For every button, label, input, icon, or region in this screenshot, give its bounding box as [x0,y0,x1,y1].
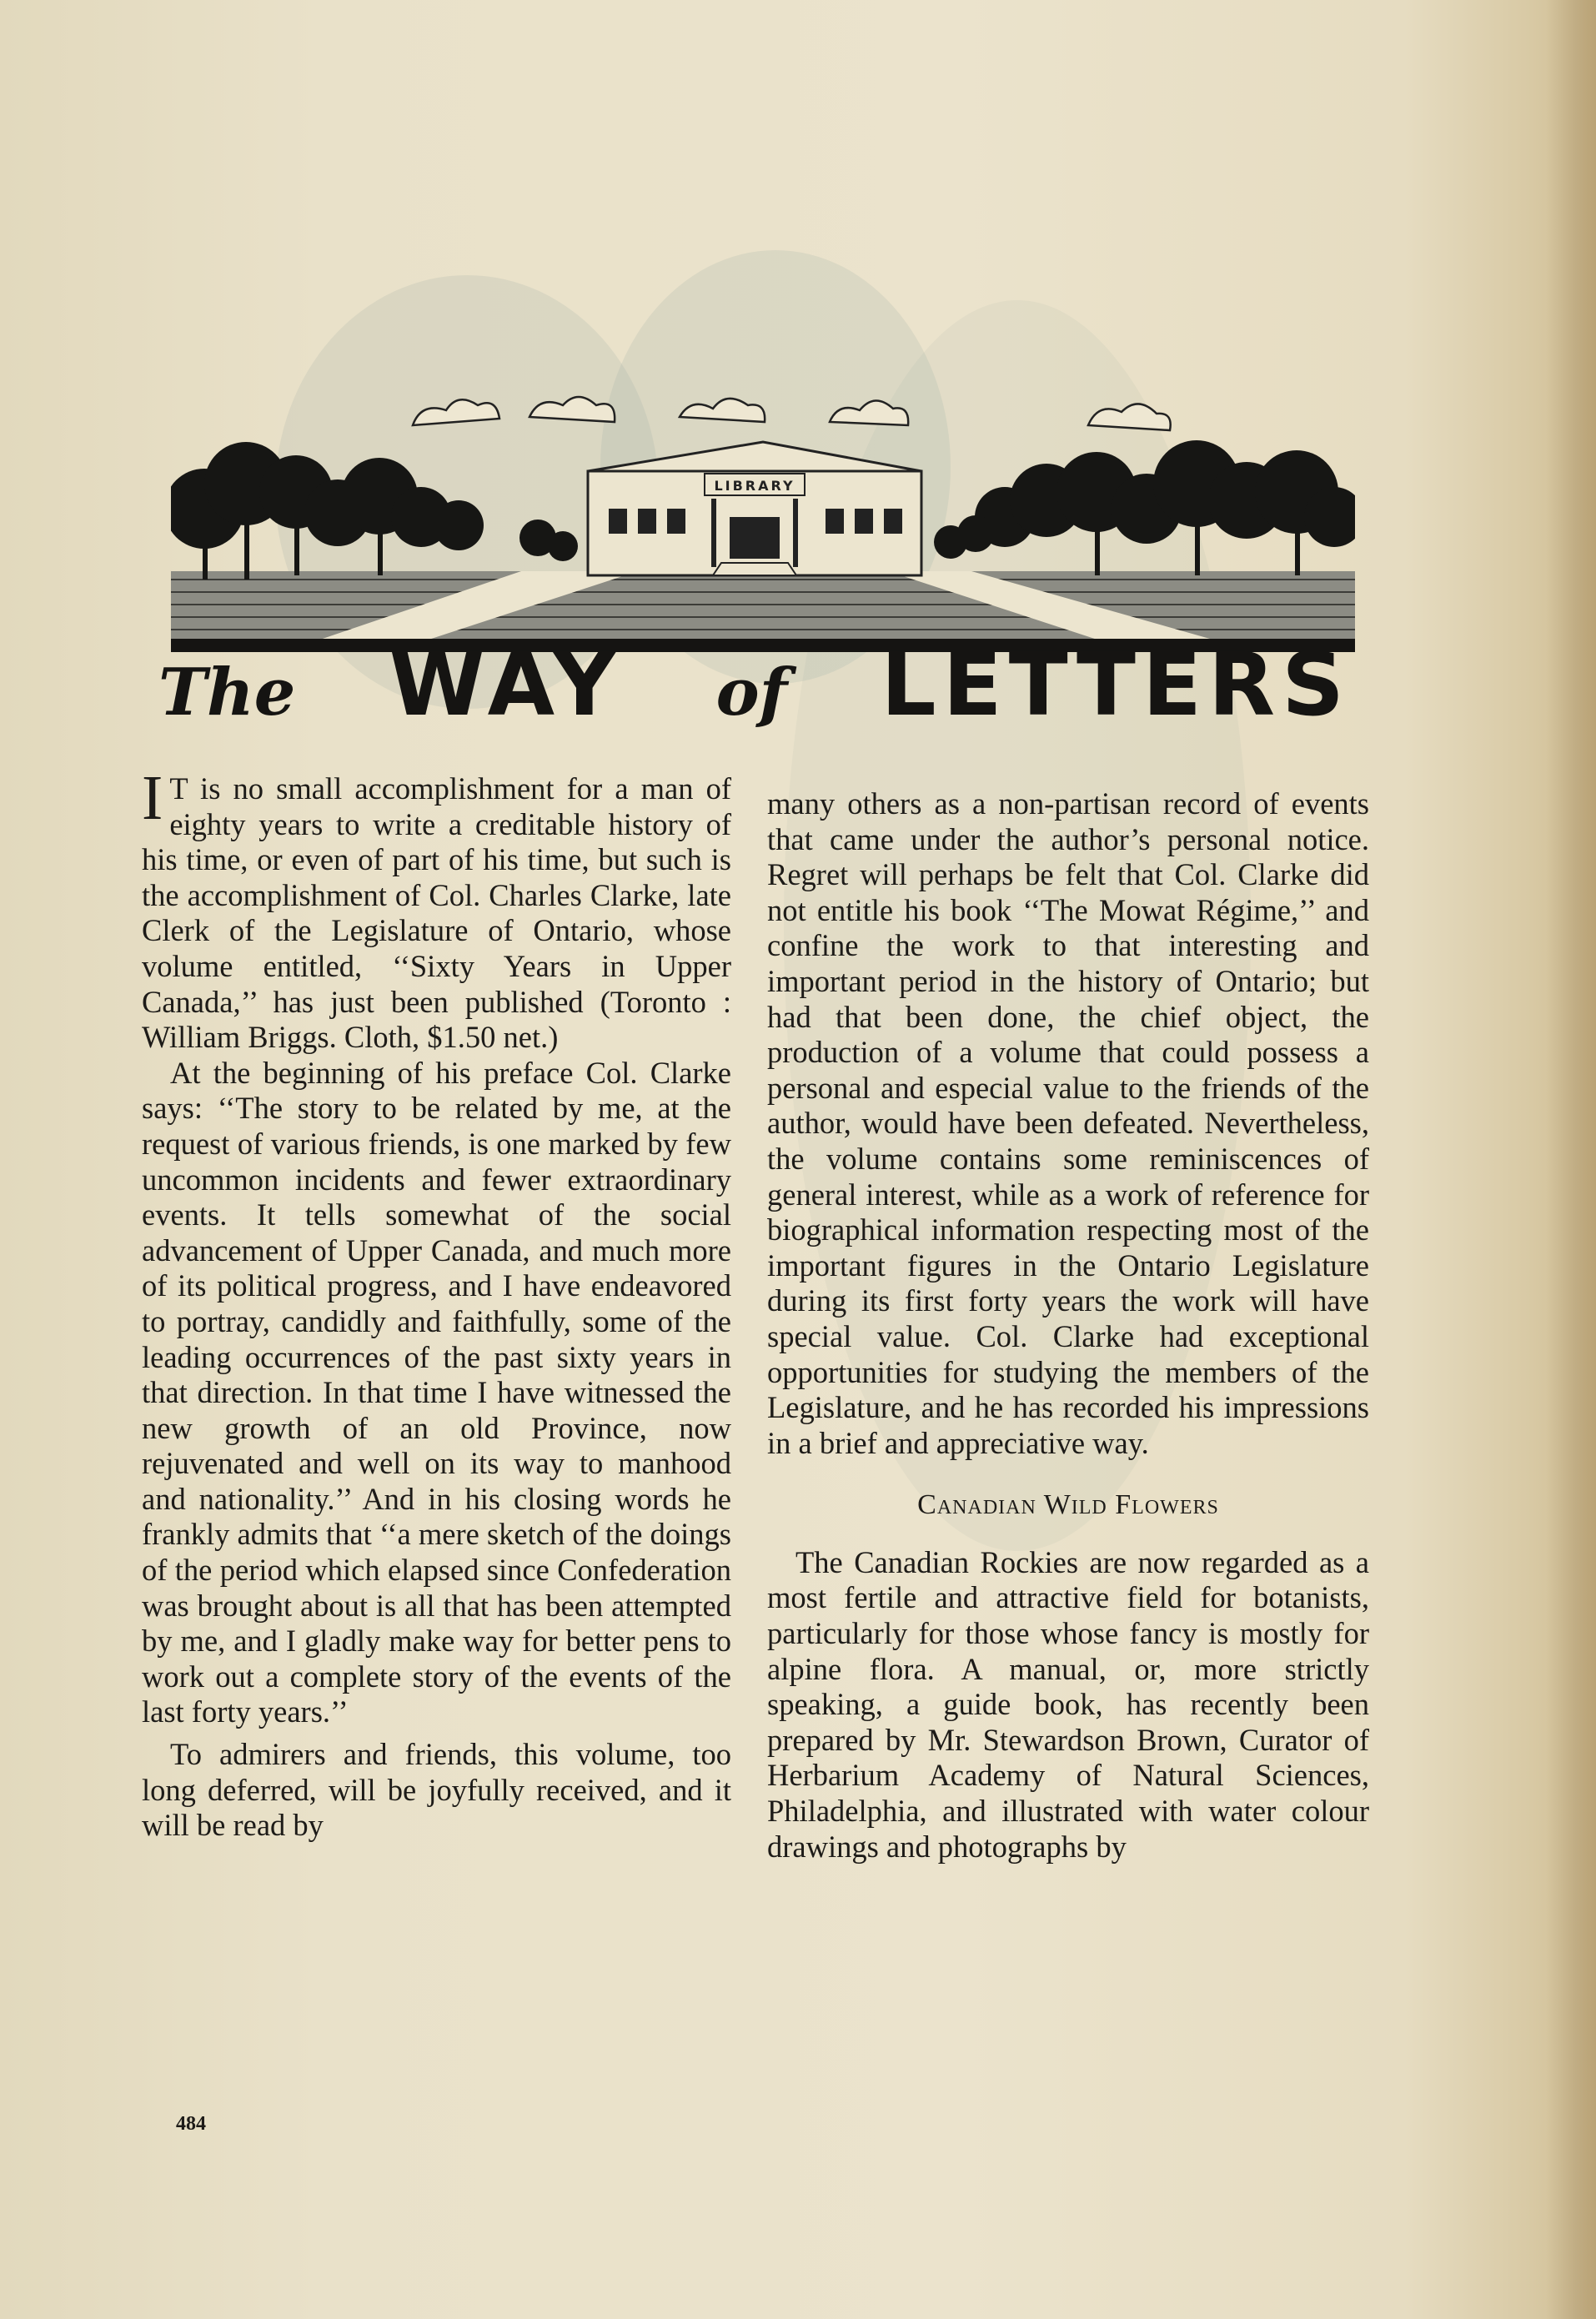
library-illustration [171,392,1355,652]
tree [434,500,484,550]
sign-text: LIBRARY [714,478,795,494]
cloud [529,397,615,422]
cloud [1088,404,1171,430]
cloud [830,400,908,425]
left-column [142,763,731,1844]
title-letters: LETTERS [881,634,1351,735]
page-edge-shading [1546,0,1596,2319]
title-the: The [158,655,296,730]
right-column [767,786,1369,1865]
page-number: 484 [176,2113,206,2135]
paragraph: many others as a non-partisan record of events that came under the author’s personal notice. Regret will perhaps be felt that Col. Clarke did not entitle his book ‘‘The Mowat Régime,’’ and confine the work to that interesting and important period in the history of Ontario; but had that been done, the chief object, the production of a volume that could possess a personal and especial value to the friends of the author, would have been defeated. Nevertheless, the volume contains some reminiscences of general interest, while as a work of reference for biographical information respecting most of the important figures in the Ontario Legislature during its first forty years the work will have special value. Col. Clarke had exceptional opportunities for studying the members of the Legislature, and he has recorded his impressions in a brief and appreciative way. [767,786,1369,1460]
cloud [680,399,765,422]
drop-cap: I [142,763,163,833]
paragraph: At the beginning of his preface Col. Clarke says: ‘‘The story to be related by me, at the request of various friends, is one marked by few uncommon incidents and fewer extraordinary events. It tells somewhat of the social advancement of Upper Canada, and much more of its political progress, and I have endeavored to portray, candidly and faithfully, some of the leading occurrences of the past sixty years in that direction. In that time I have witnessed the new growth of an old Province, now rejuvenated and well on its way to manhood and nationality.’’ And in his closing words he frankly admits that ‘‘a mere sketch of the doings of the period which elapsed since Confederation was brought about is all that has been attempted by me, and I gladly make way for better pens to work out a complete story of the events of the last forty years.’’ [142,1055,731,1729]
paragraph-text: T is no small accomplishment for a man of eighty years to write a creditable history of his time, or even of part of his time, but such is the accomplishment of Col. Charles Clarke, late Clerk of the Legislature of Ontario, whose volume entitled, ‘‘Sixty Years in Upper Canada,’’ has just been published (Toronto : William Briggs. Cloth, $1.50 net.) [142,771,731,1055]
page-title [158,634,1351,750]
paragraph: The Canadian Rockies are now regarded as a most fertile and attractive field for botanists, particularly for those whose fancy is mostly for alpine flora. A manual, or, more strictly speaking, a guide book, has recently been prepared by Mr. Stewardson Brown, Curator of Herbarium Academy of Natural Sciences, Philadelphia, and illustrated with water colour drawings and photographs by [767,1544,1369,1864]
paragraph: To admirers and friends, this volume, too long deferred, will be joyfully received, and it will be read by [142,1737,731,1843]
library-building [588,442,921,575]
title-of: of [715,655,788,730]
section-heading: Canadian Wild Flowers [917,1489,1219,1521]
cloud [413,399,499,425]
paragraph [142,763,731,1056]
title-way: WAY [389,634,623,735]
